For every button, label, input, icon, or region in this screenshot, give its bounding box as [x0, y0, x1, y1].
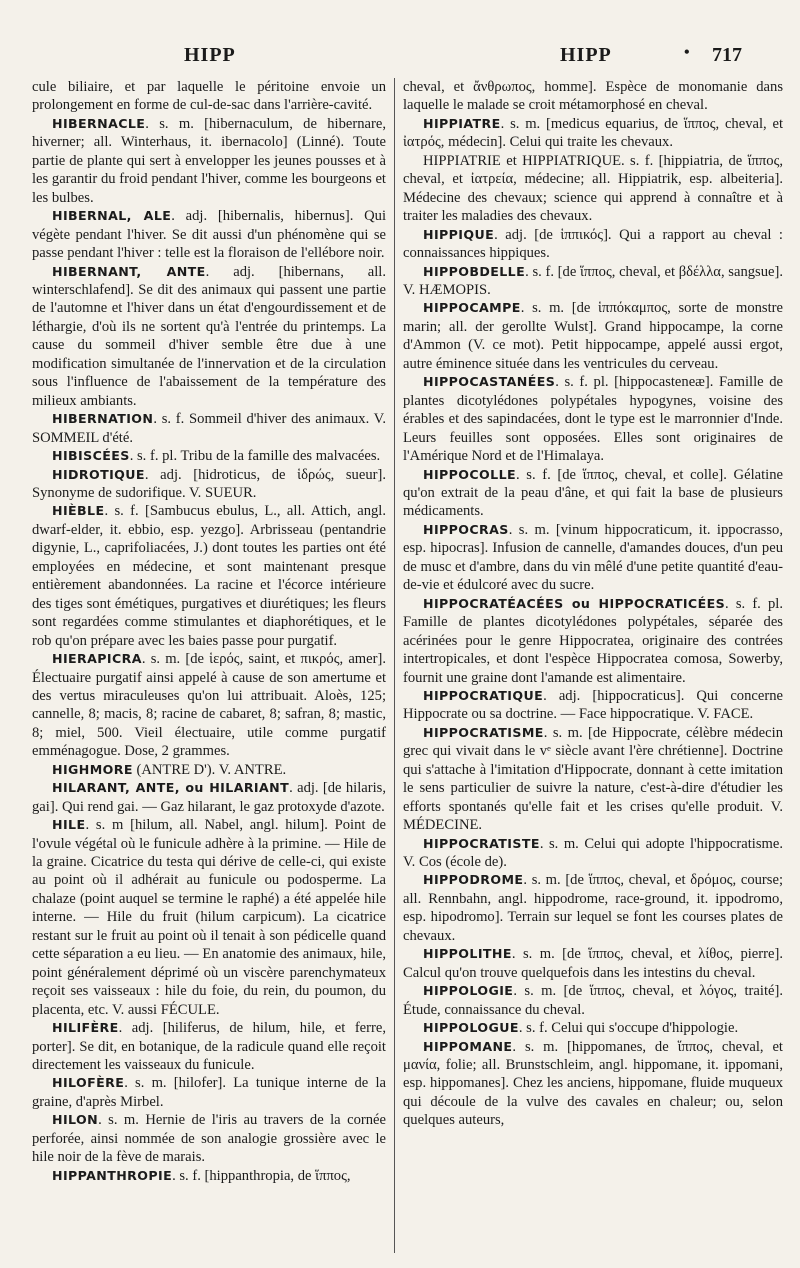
entry-continuation: cheval, et ἄνθρωπος, homme]. Espèce de monomanie dans laquelle le malade se croit métamorphosé en cheval. — [403, 79, 783, 114]
entry-hile: HILE. s. m [hilum, all. Nabel, angl. hilum]. Point de l'ovule végétal où le funicule adhère à la primine. — Hile de la graine. Cicatrice du testa qui dérive de celle-ci, qui existe au point où il adhérait au funicule ou podosperme. La chalaze (point auquel se termine le raphé) a été appelée hile interne. — Hile du fruit (hilum carpicum). La cicatrice restant sur le fruit au point où il tenait à son pédicelle quand cette séparation a eu lieu. — En anatomie des animaux, hile, point généralement déprimé où un viscère parenchymateux reçoit ses vaisseaux : hile du foie, du rein, du poumon, du placenta, etc. V. aussi FÉCULE. — [32, 817, 386, 1018]
left-running-head: HIPP — [184, 44, 236, 66]
headword: HIBERNATION — [52, 411, 154, 427]
headword: HIPPOCRATÉACÉES ou HIPPOCRATICÉES — [423, 595, 726, 611]
entry-hilarant: HILARANT, ANTE, ou HILARIANT. adj. [de hilaris, gai]. Qui rend gai. — Gaz hilarant, le gaz protoxyde d'azote. — [32, 780, 386, 815]
entry-hilofere: HILOFÈRE. s. m. [hilofer]. La tunique interne de la graine, d'après Mirbel. — [32, 1075, 386, 1110]
entry-hippiatre: HIPPIATRE. s. m. [medicus equarius, de ἵππος, cheval, et ἰατρός, médecin]. Celui qui traite les chevaux. — [403, 115, 783, 151]
right-column — [403, 78, 783, 1130]
entry-hibernacle: HIBERNACLE. s. m. [hibernaculum, de hibernare, hiverner; all. Winterhaus, it. ibernacolo] (Linné). Toute partie de plante qui sert à envelopper les jeunes pousses et à les garantir du froid pendant l'hiver, comme les bourgeons et les bulbes. — [32, 115, 386, 206]
entry-hippiatrie: HIPPIATRIE et HIPPIATRIQUE. s. f. [hippiatria, de ἵππος, cheval, et ἰατρεία, médecine; all. Hippiatrik, esp. albeiteria]. Médecine des chevaux; science qui apprend à connaître et à traiter les maladies des chevaux. — [403, 152, 783, 225]
headword: HIPPOMANE — [423, 1038, 513, 1054]
entry-hippanthropie: HIPPANTHROPIE. s. f. [hippanthropia, de ἵππος, — [52, 1167, 351, 1184]
left-column — [32, 78, 386, 1185]
entry-hippique: HIPPIQUE. adj. [de ἱππικός]. Qui a rapport au cheval : connaissances hippiques. — [403, 226, 783, 262]
entry-continuation: cule biliaire, et par laquelle le péritoine envoie un prolongement en forme de cul-de-sac dans l'arrière-cavité. — [32, 79, 386, 114]
headword: HIERAPICRA — [52, 651, 142, 667]
headword: HILON — [52, 1112, 99, 1128]
headword: HIPPOCRAS — [423, 521, 509, 537]
right-running-head: HIPP — [560, 44, 612, 66]
printer-mark: • — [684, 44, 690, 61]
entry-hippolithe: HIPPOLITHE. s. m. [de ἵππος, cheval, et λίθος, pierre]. Calcul qu'on trouve quelquefois dans les intestins du cheval. — [403, 946, 783, 981]
page-number: 717 — [712, 44, 742, 66]
headword: HIPPOCAMPE — [423, 300, 521, 316]
entry-hippocastanees: HIPPOCASTANÉES. s. f. pl. [hippocasteneæ]. Famille de plantes dicotylédones polypétales hypogynes, voisine des érables et des sapindacées, dont le type est le marronnier d'Inde. Leurs feuilles sont opposées. Elles sont originaires de l'Amérique Nord et de l'Himalaya. — [403, 374, 783, 465]
headword: HIPPANTHROPIE — [52, 1167, 173, 1183]
headword: HILOFÈRE — [52, 1075, 125, 1091]
headword: HIPPOBDELLE — [423, 263, 526, 279]
headword: HIPPOLOGUE — [423, 1020, 519, 1036]
headword: HILE — [52, 817, 86, 833]
headword: HIPPOLOGIE — [423, 983, 514, 999]
headword: HILARANT, ANTE, ou HILARIANT — [52, 780, 290, 796]
entry-highmore: HIGHMORE (ANTRE D'). V. ANTRE. — [52, 761, 287, 778]
entry-hippomane: HIPPOMANE. s. m. [hippomanes, de ἵππος, cheval, et μανία, folie; all. Brunstschleim, angl. hippomane, it. ippomani, esp. hippomanes]. Chez les anciens, hippomane, fluide muqueux qui découle de la vulve des cavales en chaleur; ou, selon quelques auteurs, — [403, 1038, 783, 1129]
entry-hierapicra: HIERAPICRA. s. m. [de ἱερός, saint, et πικρός, amer]. Électuaire purgatif ainsi appelé à cause de son amertume et des vertus miraculeuses qu'on lui attribuait. Aloès, 125; cannelle, 8; macis, 8; racine de cabaret, 8; safran, 8; mastic, 8; miel, 500. Vieil électuaire, utile comme purgatif emménagogue. Dose, 2 grammes. — [32, 651, 386, 760]
entry-hippocratique: HIPPOCRATIQUE. adj. [hippocraticus]. Qui concerne Hippocrate ou sa doctrine. — Face hippocratique. V. FACE. — [403, 687, 783, 723]
entry-hieble: HIÈBLE. s. f. [Sambucus ebulus, L., all. Attich, angl. dwarf-elder, it. ebbio, esp. yezgo]. Arbrisseau (pentandrie digynie, L., caprifoliacées, J.) dont toutes les parties ont été employées en médecine, et sont maintenant presque entièrement abandonnées. La racine et l'écorce intérieure des tiges sont émétiques, purgatives et diurétiques; les fleurs sont regardées comme stimulantes et diaphorétiques, et le rob qu'on prépare avec les baies passe pour purgatif. — [32, 503, 386, 649]
entry-hibernation: HIBERNATION. s. f. Sommeil d'hiver des animaux. V. SOMMEIL d'été. — [32, 411, 386, 446]
entry-hibernal: HIBERNAL, ALE. adj. [hibernalis, hibernus]. Qui végète pendant l'hiver. Se dit aussi d'un phénomène qui se passe pendant l'hiver : telle est la floraison de l'ellébore noir. — [32, 208, 386, 262]
headword: HIBERNANT, ANTE — [52, 263, 206, 279]
entry-hilifere: HILIFÈRE. adj. [hiliferus, de hilum, hile, et ferre, porter]. Se dit, en botanique, de la radicule quand elle reçoit directement les vaisseaux du funicule. — [32, 1020, 386, 1074]
entry-hippobdelle: HIPPOBDELLE. s. f. [de ἵππος, cheval, et βδέλλα, sangsue]. V. HÆMOPIS. — [403, 263, 783, 298]
entry-hippocras: HIPPOCRAS. s. m. [vinum hippocraticum, it. ippocrasso, esp. hipocras]. Infusion de cannelle, d'amandes douces, d'un peu de musc et d'ambre, dans du vin mêlé d'une petite quantité d'eau-de-vie et édulcoré avec du sucre. — [403, 521, 783, 594]
headword: HIBISCÉES — [52, 448, 130, 464]
headword: HIPPOCRATISME — [423, 724, 544, 740]
headword: HIBERNACLE — [52, 115, 146, 131]
entry-hibernant: HIBERNANT, ANTE. adj. [hibernans, all. winterschlafend]. Se dit des animaux qui passent une partie de l'automne et l'hiver dans un état d'engourdissement et de léthargie, d'où ils ne sortent qu'à l'entrée du printemps. La cause du sommeil d'hiver semble être due à une modification simultanée de l'innervation et de la circulation sous l'influence de l'abaissement de la température des milieux ambiants. — [32, 263, 386, 409]
entry-hippologue: HIPPOLOGUE. s. f. Celui qui s'occupe d'hippologie. — [423, 1020, 739, 1037]
headword: HIPPOCRATIQUE — [423, 687, 544, 703]
entry-hibiscees: HIBISCÉES. s. f. pl. Tribu de la famille des malvacées. — [52, 448, 381, 465]
headword: HIPPOLITHE — [423, 946, 512, 962]
entry-hippocolle: HIPPOCOLLE. s. f. [de ἵππος, cheval, et colle]. Gélatine qu'on extrait de la peau d'âne, et qui fait la base de plusieurs médicaments. — [403, 466, 783, 520]
headword: HIBERNAL, ALE — [52, 208, 172, 224]
entry-hippologie: HIPPOLOGIE. s. m. [de ἵππος, cheval, et λόγος, traité]. Étude, connaissance du cheval. — [403, 983, 783, 1018]
entry-hippocrateacees: HIPPOCRATÉACÉES ou HIPPOCRATICÉES. s. f. pl. Famille de plantes dicotylédones polypétales, séparée des acérinées pour le genre Hippocratea, originaire des contrées intertropicales, et dont l'espèce Hippocratea comosa, Sowerby, fournit une graine dont l'amande est alimentaire. — [403, 595, 783, 686]
entry-hidrotique: HIDROTIQUE. adj. [hidroticus, de ἱδρώς, sueur]. Synonyme de sudorifique. V. SUEUR. — [32, 466, 386, 501]
headword: HIPPIQUE — [423, 226, 495, 242]
headword: HIPPOCRATISTE — [423, 835, 540, 851]
headword: HIPPOCOLLE — [423, 466, 516, 482]
entry-hippocratisme: HIPPOCRATISME. s. m. [de Hippocrate, célèbre médecin grec qui vivait dans le vᵉ siècle avant l'ère chrétienne]. Doctrine qui s'attache à l'imitation d'Hippocrate, donnant à cette imitation le sens particulier de suivre la nature, c'est-à-dire d'étudier les efforts spontanés qu'elle fait et les crises qu'elle produit. V. MÉDECINE. — [403, 724, 783, 834]
column-divider — [394, 78, 395, 1253]
entry-hippocampe: HIPPOCAMPE. s. m. [de ἱππόκαμπος, sorte de monstre marin; all. der gerollte Wulst]. Grand hippocampe, la corne d'Ammon (V. ce mot). Petit hippocampe, appelé aussi ergot, autre éminence située dans les ventricules du cerveau. — [403, 300, 783, 372]
headword: HIPPOCASTANÉES — [423, 374, 556, 390]
entry-hippodrome: HIPPODROME. s. m. [de ἵππος, cheval, et δρόμος, course; all. Rennbahn, angl. hippodrome, race-ground, it. ippodromo, esp. hipodromo]. Terrain sur lequel se font les courses plates de chevaux. — [403, 872, 783, 944]
entry-hilon: HILON. s. m. Hernie de l'iris au travers de la cornée perforée, ainsi nommée de son analogie grossière avec le hile noir de la fève de marais. — [32, 1112, 386, 1166]
page-header — [0, 44, 800, 72]
headword: HIGHMORE — [52, 761, 133, 777]
headword: HIÈBLE — [52, 503, 105, 519]
headword: HIPPODROME — [423, 872, 524, 888]
headword: HILIFÈRE — [52, 1020, 119, 1036]
entry-hippocratiste: HIPPOCRATISTE. s. m. Celui qui adopte l'hippocratisme. V. Cos (école de). — [403, 835, 783, 871]
headword: HIDROTIQUE — [52, 466, 145, 482]
headword: HIPPIATRE — [423, 115, 501, 131]
